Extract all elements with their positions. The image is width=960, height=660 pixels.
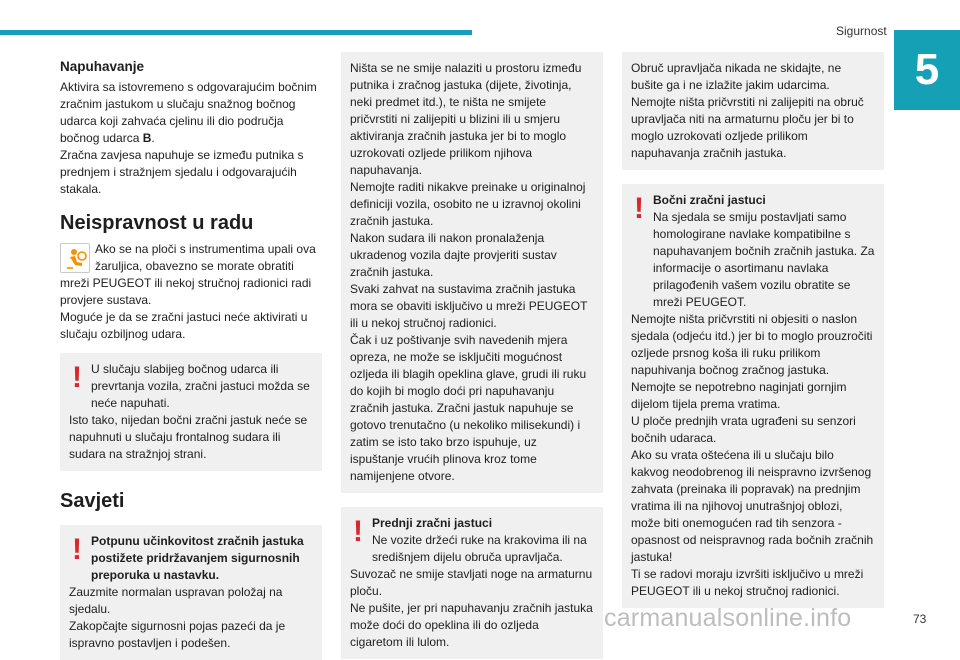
warning-title: Bočni zračni jastuci [653,193,766,207]
warning-box-slabiji-udarac [60,353,322,471]
warning-text: Ne pušite, jer pri napuhavanju zračnih jastuka može doći do opeklina ili do ozljeda cigaretom ili lulom. [350,601,593,649]
warning-text: Isto tako, nijedan bočni zračni jastuk neće se napuhnuti u slučaju frontalnog sudara ili sudara na stražnjoj strani. [69,413,308,461]
airbag-warning-lamp-icon [60,243,90,273]
warning-text: Ne vozite držeći ruke na krakovima ili na središnjem dijelu obruča upravljača. [372,533,587,564]
warning-text: Obruč upravljača nikada ne skidajte, ne bušite ga i ne izlažite jakim udarcima. [631,61,842,92]
warning-text: Zauzmite normalan uspravan položaj na sjedalu. [69,585,283,616]
warning-text: Na sjedala se smiju postavljati samo homologirane navlake kompatibilne s napuhavanjem bočnih zračnih jastuka. Za informacije o asortimanu navlaka prilagođenih vašem vozilu obratite se mreži PEUGEOT. [653,210,875,309]
warning-text: Čak i uz poštivanje svih navedenih mjera opreza, ne može se isključiti mogućnost ozljeda ili blagih opeklina glave, grudi ili ruku do kojih bi moglo doći pri napuhavanju zračnih jastuka. Zračni jastuk napuhuje se gotovo trenutačno (u nekoliko milisekundi) i zatim se isto tako brzo ispuhuje, uz ispuštanje vrućih plinova kroz tome namijenjene otvore. [350,333,587,483]
paragraph-neispravnost: Ako se na ploči s instrumentima upali ova žaruljica, obavezno se morate obratiti mreži PEUGEOT ili nekoj stručnoj radionici radi provjere sustava. [60,242,316,307]
warning-text: Nemojte raditi nikakve preinake u originalnoj definiciji vozila, osobito ne u izravnoj okolini zračnih jastuka. [350,180,586,228]
warning-exclamation-icon: ! [353,515,363,548]
warning-text: Nemojte ništa pričvrstiti ni zalijepiti na obruč upravljača niti na armaturnu ploču jer bi to moglo uzrokovati ozljede prilikom napuhavanja zračnih jastuka. [631,95,864,160]
paragraph-napuhavanje: Aktivira sa istovremeno s odgovarajućim bočnim zračnim jastukom u slučaju snažnog bočnog udarca koji zahvaća cjelinu ili dio područja bočnog udarca B. [60,80,317,145]
warning-text: Svaki zahvat na sustavima zračnih jastuka mora se obaviti isključivo u mreži PEUGEOT ili u nekoj stručnoj radionici. [350,282,588,330]
warning-title: Potpunu učinkovitost zračnih jastuka postižete pridržavanjem sigurnosnih preporuka u nastavku. [91,534,304,582]
warning-text: Nakon sudara ili nakon pronalaženja ukradenog vozila dajte provjeriti sustav zračnih jastuka. [350,231,557,279]
paragraph-zracna-zavjesa: Zračna zavjesa napuhuje se između putnika s prednjem i stražnjem sjedalu i odgovarajućih stakala. [60,148,304,196]
warning-text: U ploče prednjih vrata ugrađeni su senzori bočnih udaraca. [631,414,856,445]
warning-box-savjeti [60,525,322,660]
warning-text: Ako su vrata oštećena ili u slučaju bilo kakvog neodobrenog ili neispravno izvršenog zahvata (preinaka ili popravak) na prednjim vratima ili na njihovoj unutrašnjoj oblozi, može biti onemogućen rad tih senzora - opasnost od neispravnog rada bočnih zračnih jastuka! [631,448,874,564]
neispravnost-block [60,241,322,309]
chapter-number-tab: 5 [894,30,960,110]
section-title: Sigurnost [836,24,887,38]
warning-text: Ništa se ne smije nalaziti u prostoru između putnika i zračnog jastuka (dijete, životinja, neki predmet itd.), te ništa ne smijete pričvrstiti ni zalijepiti u blizini ili u smjeru aktiviranja zračnih jastuka jer bi to moglo uzrokovati ozljede prilikom njihova napuhavanja. [350,61,582,177]
warning-exclamation-icon: ! [72,533,82,566]
warning-box-obruc [622,52,884,170]
heading-napuhavanje: Napuhavanje [60,59,145,74]
paragraph-neispravnost-2: Moguće je da se zračni jastuci neće aktivirati u slučaju ozbiljnog udara. [60,310,308,341]
watermark: carmanualsonline.info [604,604,852,632]
warning-text: Nemojte ništa pričvrstiti ni objesiti o naslon sjedala (odjeću itd.) jer bi to moglo prouzročiti ozljede prsnog koša ili ruku prilikom napuhivanja bočnog zračnog jastuka. [631,312,873,377]
warning-box-prednji-jastuci [341,507,603,659]
warning-box-opcenito [341,52,603,493]
warning-exclamation-icon: ! [72,361,82,394]
heading-neispravnost: Neispravnost u radu [60,212,254,234]
page-number: 73 [913,612,927,626]
warning-text: Suvozač ne smije stavljati noge na armaturnu ploču. [350,567,593,598]
warning-text: U slučaju slabijeg bočnog udarca ili prevrtanja vozila, zračni jastuci možda se neće napuhati. [91,362,310,410]
warning-text: Nemojte se nepotrebno naginjati gornjim dijelom tijela prema vratima. [631,380,847,411]
warning-title: Prednji zračni jastuci [372,516,493,530]
column-middle [341,52,603,659]
warning-box-bocni-jastuci [622,184,884,608]
column-left [60,48,322,660]
warning-exclamation-icon: ! [634,192,644,225]
column-right [622,52,884,608]
warning-text: Zakopčajte sigurnosni pojas pazeći da je ispravno postavljen i podešen. [69,619,286,650]
header-accent-bar [0,30,472,35]
warning-text: Ti se radovi moraju izvršiti isključivo u mreži PEUGEOT ili u nekoj stručnoj radionici. [631,567,864,598]
heading-savjeti: Savjeti [60,490,125,512]
